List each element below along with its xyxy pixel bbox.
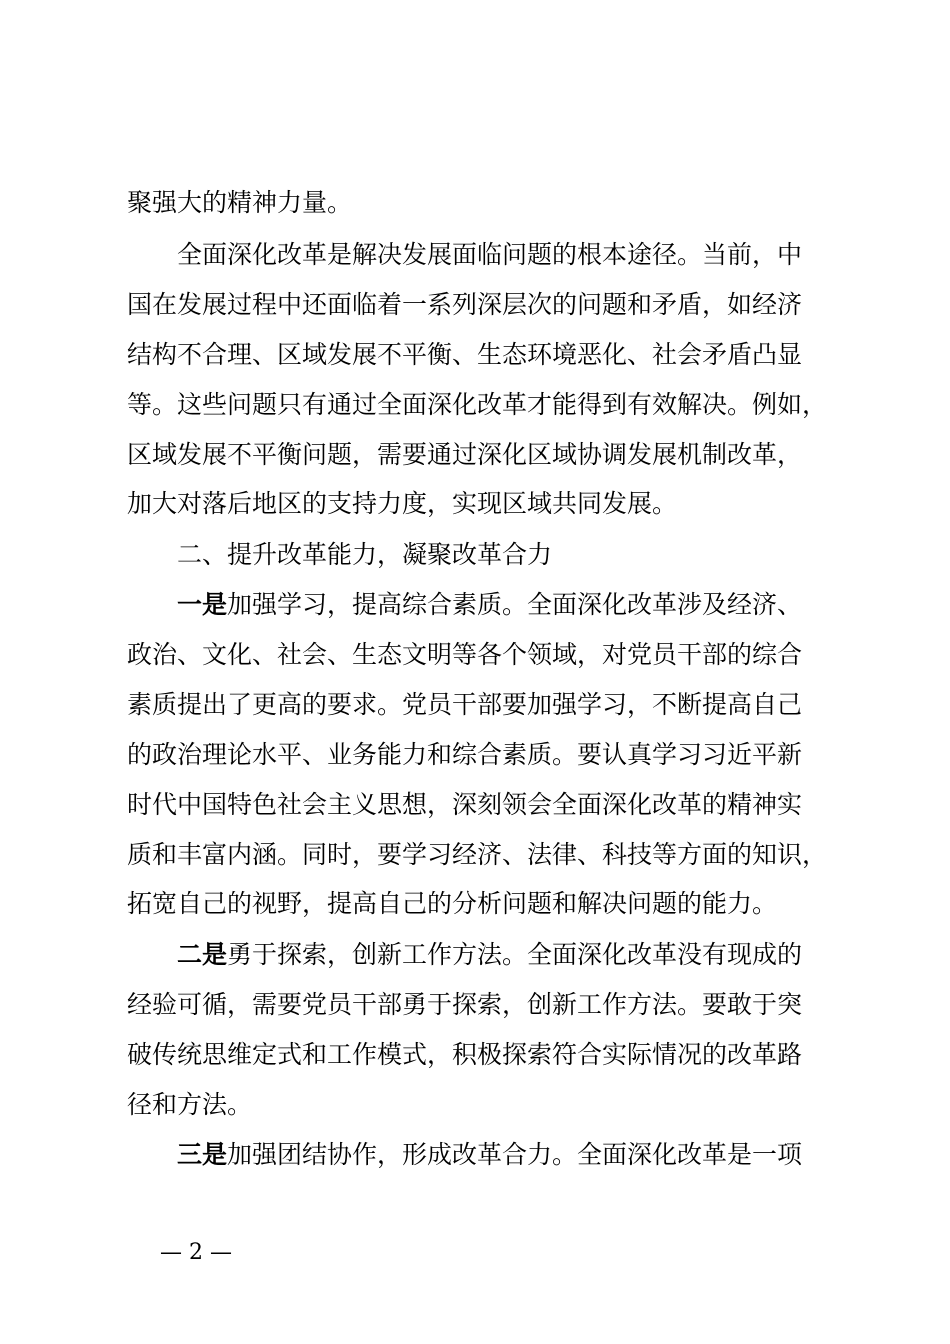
paragraph-line: 加大对落后地区的支持力度，实现区域共同发展。 [127, 489, 678, 518]
point-2-text: 勇于探索，创新工作方法。全面深化改革没有现成的 [227, 940, 803, 969]
paragraph-line: 破传统思维定式和工作模式，积极探索符合实际情况的改革路 [127, 1040, 803, 1069]
paragraph-line: 聚强大的精神力量。 [127, 188, 353, 217]
point-3-lead: 三是 [177, 1140, 228, 1169]
paragraph-line: 国在发展过程中还面临着一系列深层次的问题和矛盾，如经济 [127, 290, 803, 319]
paragraph-line: 素质提出了更高的要求。党员干部要加强学习，不断提高自己 [127, 690, 803, 719]
page-number: — 2 — [160, 1240, 232, 1265]
point-1-text: 加强学习，提高综合素质。全面深化改革涉及经济、 [227, 590, 803, 619]
point-1-lead: 一是 [177, 590, 228, 619]
point-2-first-line [0, 939, 950, 971]
paragraph-line: 拓宽自己的视野，提高自己的分析问题和解决问题的能力。 [127, 889, 778, 918]
paragraph-line: 质和丰富内涵。同时，要学习经济、法律、科技等方面的知识， [127, 840, 828, 869]
section-heading: 二、提升改革能力，凝聚改革合力 [177, 540, 553, 569]
point-3-text: 加强团结协作，形成改革合力。全面深化改革是一项 [227, 1140, 803, 1169]
paragraph-line: 全面深化改革是解决发展面临问题的根本途径。当前，中 [177, 240, 803, 269]
point-2-lead: 二是 [177, 940, 228, 969]
paragraph-line: 区域发展不平衡问题，需要通过深化区域协调发展机制改革， [127, 440, 803, 469]
point-1-first-line [0, 589, 950, 621]
paragraph-line: 政治、文化、社会、生态文明等各个领域，对党员干部的综合 [127, 640, 803, 669]
paragraph-line: 径和方法。 [127, 1090, 253, 1119]
paragraph-line: 时代中国特色社会主义思想，深刻领会全面深化改革的精神实 [127, 790, 803, 819]
paragraph-line: 的政治理论水平、业务能力和综合素质。要认真学习习近平新 [127, 740, 803, 769]
paragraph-line: 等。这些问题只有通过全面深化改革才能得到有效解决。例如， [127, 390, 828, 419]
paragraph-line: 结构不合理、区域发展不平衡、生态环境恶化、社会矛盾凸显 [127, 340, 803, 369]
paragraph-line: 经验可循，需要党员干部勇于探索，创新工作方法。要敢于突 [127, 990, 803, 1019]
point-3-first-line [0, 1139, 950, 1171]
